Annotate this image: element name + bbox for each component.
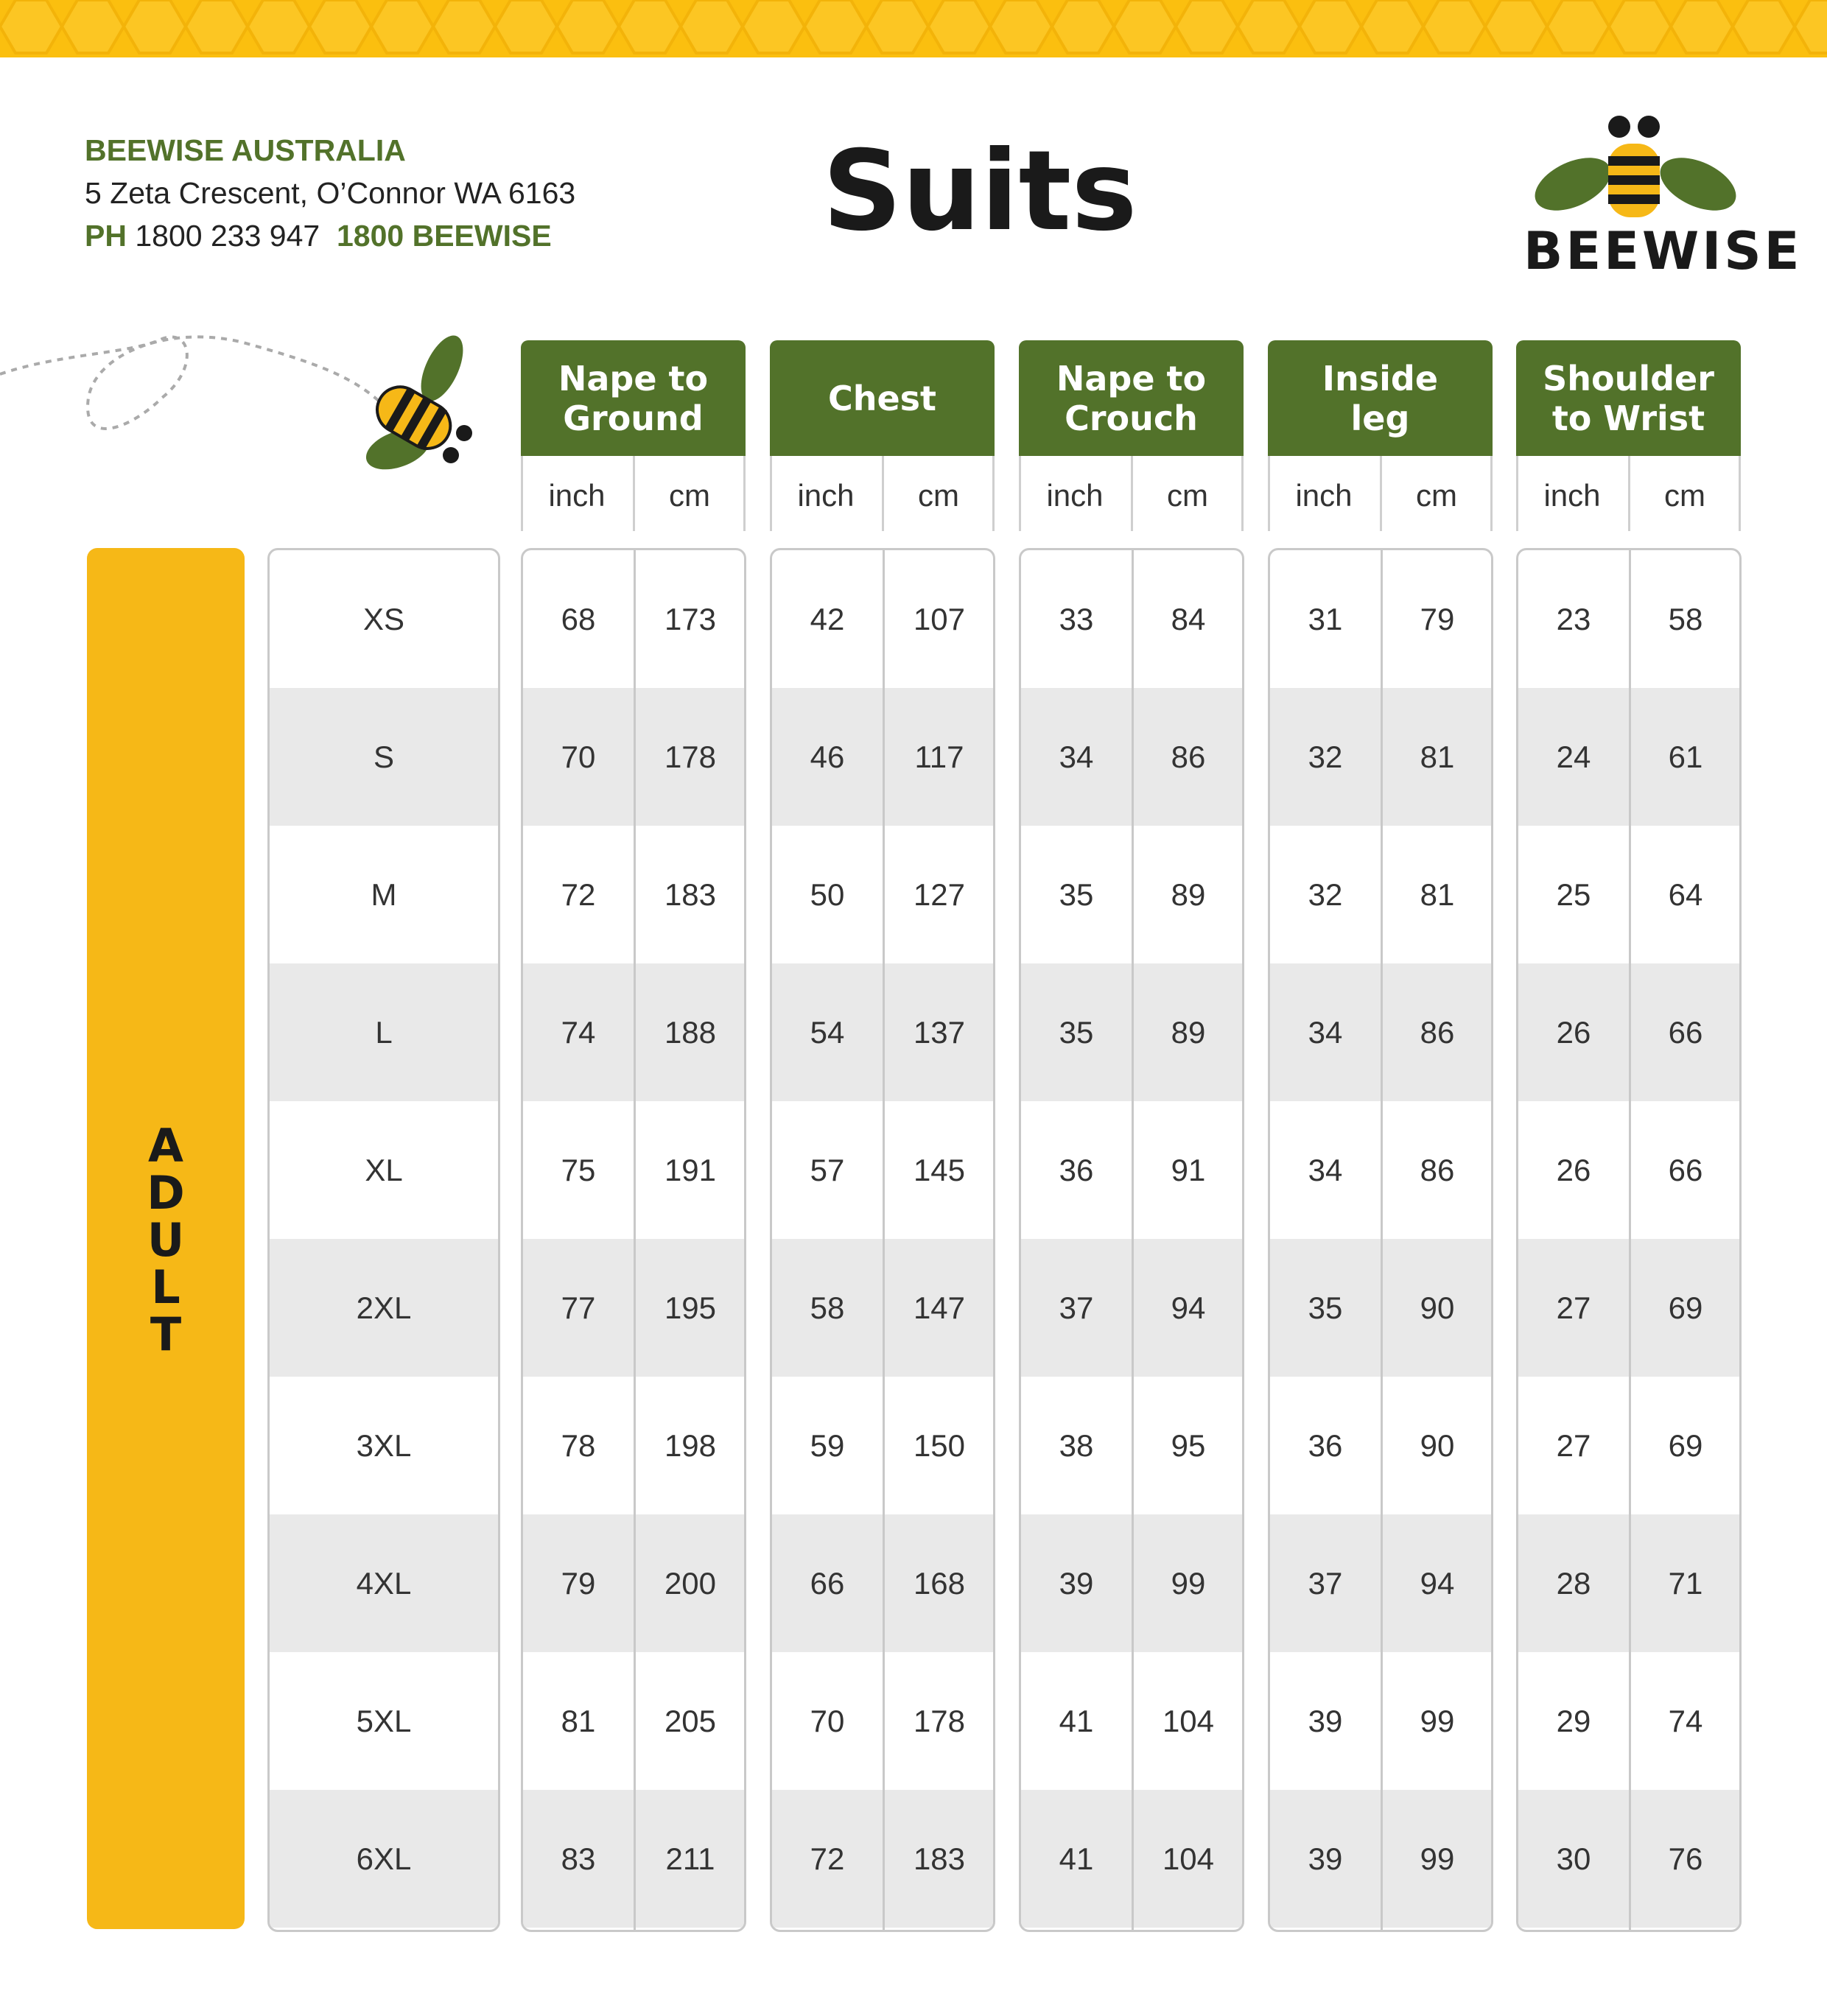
value-cm: 183 [913, 1841, 966, 1876]
value-inch: 35 [1059, 1015, 1094, 1050]
category-label-letters: A D U L T [147, 1119, 185, 1361]
unit-inch: inch [1046, 478, 1104, 513]
size-label: M [371, 877, 397, 912]
unit-inch: inch [797, 478, 855, 513]
size-row [270, 826, 498, 963]
unit-inch: inch [1543, 478, 1601, 513]
column-header-line1: Nape to [1056, 358, 1207, 398]
value-cm: 127 [913, 877, 966, 912]
value-inch: 29 [1556, 1704, 1591, 1738]
column-header-line2: Ground [563, 398, 704, 438]
value-inch: 39 [1059, 1566, 1094, 1601]
measurement-column-3 [1268, 548, 1493, 1932]
value-cm: 173 [664, 602, 717, 636]
value-cm: 205 [664, 1704, 717, 1738]
size-row [270, 550, 498, 688]
value-inch: 35 [1059, 877, 1094, 912]
value-inch: 26 [1556, 1153, 1591, 1187]
size-label: L [375, 1015, 393, 1050]
value-cm: 76 [1668, 1841, 1703, 1876]
value-cm: 99 [1420, 1704, 1455, 1738]
column-header-2 [1019, 340, 1244, 456]
value-cm: 86 [1420, 1015, 1455, 1050]
value-cm: 137 [913, 1015, 966, 1050]
unit-cm: cm [669, 478, 710, 513]
size-row [270, 1652, 498, 1790]
value-cm: 84 [1171, 602, 1206, 636]
company-address: 5 Zeta Crescent, O’Connor WA 6163 [85, 176, 576, 210]
value-cm: 71 [1668, 1566, 1703, 1601]
value-inch: 70 [810, 1704, 845, 1738]
measurement-column-4 [1516, 548, 1742, 1932]
value-cm: 95 [1171, 1428, 1206, 1463]
category-label [87, 1119, 245, 1361]
column-header-1 [770, 340, 995, 456]
value-inch: 36 [1308, 1428, 1343, 1463]
value-cm: 58 [1668, 602, 1703, 636]
value-cm: 91 [1171, 1153, 1206, 1187]
value-inch: 46 [810, 740, 845, 774]
value-cm: 61 [1668, 740, 1703, 774]
value-cm: 94 [1420, 1566, 1455, 1601]
value-cm: 150 [913, 1428, 966, 1463]
value-inch: 36 [1059, 1153, 1094, 1187]
size-row [270, 1101, 498, 1239]
column-header-line1: Inside [1322, 358, 1439, 398]
value-inch: 57 [810, 1153, 845, 1187]
value-cm: 147 [913, 1290, 966, 1325]
value-inch: 72 [810, 1841, 845, 1876]
unit-cm: cm [918, 478, 959, 513]
column-divider [634, 550, 636, 1930]
value-cm: 99 [1171, 1566, 1206, 1601]
flying-bee-icon [0, 324, 486, 486]
value-inch: 28 [1556, 1566, 1591, 1601]
company-name: BEEWISE AUSTRALIA [85, 133, 406, 167]
value-cm: 183 [664, 877, 717, 912]
value-inch: 26 [1556, 1015, 1591, 1050]
value-inch: 34 [1059, 740, 1094, 774]
value-cm: 99 [1420, 1841, 1455, 1876]
value-cm: 104 [1162, 1841, 1215, 1876]
value-inch: 42 [810, 602, 845, 636]
unit-inch: inch [548, 478, 606, 513]
value-cm: 66 [1668, 1153, 1703, 1187]
value-inch: 23 [1556, 602, 1591, 636]
value-inch: 39 [1308, 1704, 1343, 1738]
size-label: 6XL [356, 1841, 412, 1876]
column-header-line2: leg [1350, 398, 1410, 438]
value-inch: 30 [1556, 1841, 1591, 1876]
logo-wordmark: BEEWISE [1523, 221, 1803, 281]
column-header-line1: Chest [827, 378, 937, 418]
size-label: 3XL [356, 1428, 412, 1463]
value-cm: 89 [1171, 877, 1206, 912]
value-inch: 59 [810, 1428, 845, 1463]
value-cm: 90 [1420, 1428, 1455, 1463]
value-cm: 188 [664, 1015, 717, 1050]
value-inch: 34 [1308, 1153, 1343, 1187]
value-cm: 200 [664, 1566, 717, 1601]
company-info [85, 129, 575, 257]
value-inch: 31 [1308, 602, 1343, 636]
value-inch: 81 [561, 1704, 596, 1738]
value-inch: 70 [561, 740, 596, 774]
value-cm: 69 [1668, 1290, 1703, 1325]
measurement-column-2 [1019, 548, 1244, 1932]
size-label: S [373, 740, 394, 774]
value-cm: 64 [1668, 877, 1703, 912]
size-row [270, 1239, 498, 1377]
value-inch: 54 [810, 1015, 845, 1050]
value-inch: 72 [561, 877, 596, 912]
value-cm: 94 [1171, 1290, 1206, 1325]
size-label: 5XL [356, 1704, 412, 1738]
value-cm: 74 [1668, 1704, 1703, 1738]
size-label: XS [362, 602, 405, 636]
unit-cm: cm [1167, 478, 1208, 513]
value-cm: 81 [1420, 877, 1455, 912]
value-cm: 86 [1171, 740, 1206, 774]
value-inch: 34 [1308, 1015, 1343, 1050]
value-inch: 37 [1308, 1566, 1343, 1601]
value-cm: 86 [1420, 1153, 1455, 1187]
column-divider [1132, 550, 1134, 1930]
value-inch: 66 [810, 1566, 845, 1601]
column-divider [1629, 550, 1631, 1930]
value-cm: 81 [1420, 740, 1455, 774]
page-title: Suits [822, 127, 1137, 256]
value-cm: 117 [914, 740, 964, 774]
value-cm: 198 [664, 1428, 717, 1463]
column-header-line2: to Wrist [1551, 398, 1705, 438]
measurement-column-0 [521, 548, 746, 1932]
value-inch: 27 [1556, 1290, 1591, 1325]
value-inch: 74 [561, 1015, 596, 1050]
value-cm: 69 [1668, 1428, 1703, 1463]
value-cm: 168 [913, 1566, 966, 1601]
value-cm: 195 [664, 1290, 717, 1325]
column-header-4 [1516, 340, 1741, 456]
value-inch: 25 [1556, 877, 1591, 912]
value-inch: 38 [1059, 1428, 1094, 1463]
value-cm: 145 [913, 1153, 966, 1187]
size-row [270, 963, 498, 1101]
column-divider [1381, 550, 1383, 1930]
value-cm: 191 [664, 1153, 717, 1187]
value-inch: 32 [1308, 877, 1343, 912]
unit-row [1268, 456, 1493, 531]
column-header-line2: Crouch [1065, 398, 1198, 438]
value-inch: 37 [1059, 1290, 1094, 1325]
phone-number: 1800 233 947 [135, 219, 320, 253]
measurement-column-1 [770, 548, 995, 1932]
value-cm: 211 [665, 1841, 715, 1876]
value-cm: 104 [1162, 1704, 1215, 1738]
value-inch: 77 [561, 1290, 596, 1325]
value-cm: 89 [1171, 1015, 1206, 1050]
value-inch: 33 [1059, 602, 1094, 636]
size-column [267, 548, 500, 1932]
value-cm: 178 [664, 740, 717, 774]
size-row [270, 1514, 498, 1652]
phone-alt: 1800 BEEWISE [336, 219, 552, 253]
column-header-line1: Shoulder [1543, 358, 1714, 398]
value-cm: 90 [1420, 1290, 1455, 1325]
column-divider [883, 550, 885, 1930]
phone-prefix: PH [85, 219, 127, 253]
value-inch: 39 [1308, 1841, 1343, 1876]
size-label: 4XL [356, 1566, 412, 1601]
value-cm: 178 [913, 1704, 966, 1738]
column-header-line1: Nape to [558, 358, 709, 398]
size-row [270, 1377, 498, 1514]
value-inch: 41 [1059, 1841, 1094, 1876]
value-inch: 58 [810, 1290, 845, 1325]
value-cm: 66 [1668, 1015, 1703, 1050]
unit-inch: inch [1295, 478, 1353, 513]
value-inch: 68 [561, 602, 596, 636]
unit-row [521, 456, 746, 531]
size-row [270, 1790, 498, 1928]
size-row [270, 688, 498, 826]
size-label: XL [365, 1153, 403, 1187]
adult-category-bar [87, 548, 245, 1929]
value-inch: 32 [1308, 740, 1343, 774]
value-inch: 41 [1059, 1704, 1094, 1738]
value-inch: 83 [561, 1841, 596, 1876]
unit-row [770, 456, 995, 531]
unit-row [1019, 456, 1244, 531]
value-cm: 79 [1420, 602, 1455, 636]
size-label: 2XL [356, 1290, 412, 1325]
value-inch: 78 [561, 1428, 596, 1463]
value-inch: 50 [810, 877, 845, 912]
value-inch: 27 [1556, 1428, 1591, 1463]
value-inch: 75 [561, 1153, 596, 1187]
value-inch: 35 [1308, 1290, 1343, 1325]
value-cm: 107 [913, 602, 966, 636]
unit-cm: cm [1664, 478, 1705, 513]
unit-cm: cm [1416, 478, 1457, 513]
unit-row [1516, 456, 1741, 531]
column-header-0 [521, 340, 746, 456]
value-inch: 79 [561, 1566, 596, 1601]
column-header-3 [1268, 340, 1493, 456]
honeycomb-band [0, 0, 1827, 57]
value-inch: 24 [1556, 740, 1591, 774]
